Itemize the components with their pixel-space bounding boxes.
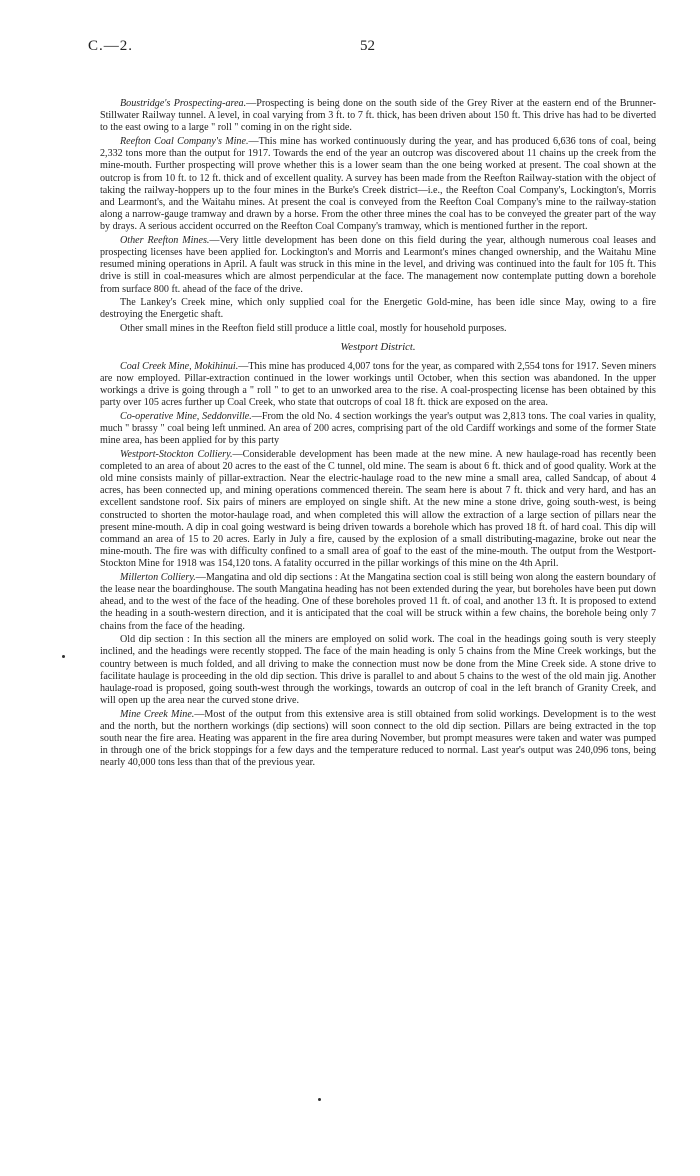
paragraph-boustridge xyxy=(100,98,656,134)
paragraph-text: —This mine has produced 4,007 tons for the year, as compared with 2,554 tons for 1917. Seven miners are now employed. Pillar-extraction continued in the lower workings until October, when this section was abandoned. In the upper workings a drive is going through a " roll " to get to an unworked area to the rise. A coal-prospecting license has been obtained by this party over 105 acres further up Coal Creek, who state that outcrops of coal 18 ft. thick are exposed on the area. xyxy=(100,360,657,408)
paragraph-other-reefton-mines xyxy=(100,235,656,296)
paragraph-title: Other Reefton Mines. xyxy=(120,234,210,246)
paragraph-coal-creek xyxy=(100,361,656,410)
paragraph-text: —From the old No. 4 section workings the year's output was 2,813 tons. The coal varies in quality, much " brassy " coal being left unmined. An area of 200 acres, comprising part of the old Cardiff workings and some of the former State mine area, has been applied for by this party xyxy=(100,410,656,447)
paragraph-text: —This mine has worked continuously during the year, and has produced 6,636 tons of coal, being 2,332 tons more than the output for 1917. Towards the end of the year an outcrop was discovered about 11 chains up the creek from the mine-mouth. Further prospecting will prove whether this is a lower seam than the one being worked at present. The coal shown at the outcrop is from 10 ft. to 12 ft. thick and of excellent quality. A survey has been made from the Reefton Railway-station with the object of taking the railway-hoppers up to the four mines in the Burke's Creek district—i.e., the Reefton Coal Company's, Lockington's, Morris and Learmont's, and the Waitahu mines. At present the coal is conveyed from the Reefton Coal Company's mine to the railway-station along a narrow-gauge tramway and drawn by a horse. From the other three mines the coal has to be conveyed the greater part of the way by drays. A serious accident occurred on the Reefton Coal Company's tramway, which is mentioned further in the report. xyxy=(100,136,656,233)
page-number: 52 xyxy=(360,38,375,54)
paragraph-text: —Mangatina and old dip sections : At the Mangatina section coal is still being won along the eastern boundary of the lease near the boardinghouse. The south Mangatina heading has not been extended during the year, but boreholes have been put down ahead, and to the west of the face of the heading. One of these boreholes proved 11 ft. of coal, and another 13 ft. It is proposed to extend the heading in a south-western direction, and it is anticipated that the coal will be struck within a few chains, the borehole being only 7 chains from the face of the heading. xyxy=(100,571,657,632)
paragraph-title: Millerton Colliery. xyxy=(120,571,196,583)
paragraph-text: —Considerable development has been made at the new mine. A new haulage-road has recently been completed to an area of about 20 acres to the east of the C tunnel, old mine. The seam is about 6 ft. thick and of good quality. Work at the old mine consists mainly of pillar-extraction. Near the electric-haulage road to the new mine a small area, called Sandcap, of about 4 acres, has been connected up, and mining operations commenced therein. The seam here is about 7 ft. thick and very hard, and has an excellent sandstone roof. Six pairs of miners are employed on single shift. At the new mine a stone drive, going south-west, is being constructed to shorten the motor-haulage road, and when completed this will allow the extraction of a large section of pillars near the present mine-mouth. A dip in coal going westward is being driven towards a borehole which has proved 18 ft. of hard coal. This dip will command an area of 15 to 20 acres. Early in July a fire, caused by the explosion of a small distributing-magazine, broke out near the mine-mouth. The fire was with difficulty confined to a small area of goaf to the east of the mine-mouth. The output from the Westport-Stockton Mine for 1918 was 154,120 tons. A fatality occurred in the pillar workings of this mine on the 4th April. xyxy=(100,448,656,570)
paragraph-title: Boustridge's Prospecting-area. xyxy=(120,98,247,109)
paragraph-mine-creek xyxy=(100,709,656,770)
paragraph-westport-stockton xyxy=(100,449,656,571)
footer-mark xyxy=(318,1098,321,1101)
report-reference: C.—2. xyxy=(88,38,134,54)
paragraph-text: —Most of the output from this extensive area is still obtained from solid workings. Development is to the west and the north, but the northern workings (dip sections) will soon connect to the old dip section. Pillars are being extracted in the top south near the fire area. Heating was apparent in the fire area during November, but prompt measures were taken and water was pumped in through one of the brick stoppings for a few days and the temperature reduced to normal. Last year's output was 240,096 tons, being nearly 40,000 tons less than that of the previous year. xyxy=(100,708,656,769)
paragraph-millerton xyxy=(100,572,656,633)
paragraph-title: Westport-Stockton Colliery. xyxy=(120,448,233,460)
paragraph-title: Reefton Coal Company's Mine. xyxy=(120,136,249,148)
paragraph-text: Old dip section : In this section all the miners are employed on solid work. The coal in the headings going south is very steeply inclined, and the headings were recently stopped. The face of the main heading is only 5 chains from the Mine Creek workings, but the country between is much folded, and all driving to make the connection must now be done from the Mine Creek side. A stone drive to facilitate haulage is proceeding in the old dip section. This drive is parallel to and about 5 chains to the west of the old main jig. Another haulage-road is proposed, going south-west through the workings, towards an outcrop of coal in the left branch of Granity Creek, and will open up the area near the curved stone drive. xyxy=(100,634,656,707)
paragraph-text: Other small mines in the Reefton field still produce a little coal, mostly for household purposes. xyxy=(120,323,507,335)
paragraph-title: Mine Creek Mine. xyxy=(120,708,195,720)
paragraph-title: Coal Creek Mine, Mokihinui. xyxy=(120,360,239,372)
margin-mark xyxy=(62,655,65,658)
paragraph-old-dip-section xyxy=(100,634,656,707)
paragraph-reefton-coal-company xyxy=(100,136,656,233)
paragraph-co-operative xyxy=(100,411,656,447)
paragraph-text: —Very little development has been done on this field during the year, although numerous coal leases and prospecting licenses have been applied for. Lockington's and Morris and Learmont's mines changed ownership, and the Waitahu Mine resumed mining operations in April. A fault was struck in this mine in the level, and driving was continued into the fault for 105 ft. This drive is still in coal-measures which are almost perpendicular at the face. The management now contemplate putting down a borehole from surface 800 ft. ahead of the face of the drive. xyxy=(100,234,656,295)
paragraph-other-small-mines xyxy=(100,323,656,335)
paragraph-lankeys-creek xyxy=(100,297,656,321)
paragraph-text: —Prospecting is being done on the south side of the Grey River at the eastern end of the Brunner-Stillwater Railway tunnel. A level, in coal varying from 3 ft. to 7 ft. thick, has been driven about 150 ft. This drive has had to be diverted to the east owing to a large " roll " coming in on the right side. xyxy=(100,98,656,134)
paragraph-text: The Lankey's Creek mine, which only supplied coal for the Energetic Gold-mine, has been idle since May, owing to a fire destroying the Energetic shaft. xyxy=(100,297,656,321)
paragraph-title: Co-operative Mine, Seddonville. xyxy=(120,410,252,422)
district-heading: Westport District. xyxy=(340,342,416,354)
report-body xyxy=(100,98,656,771)
